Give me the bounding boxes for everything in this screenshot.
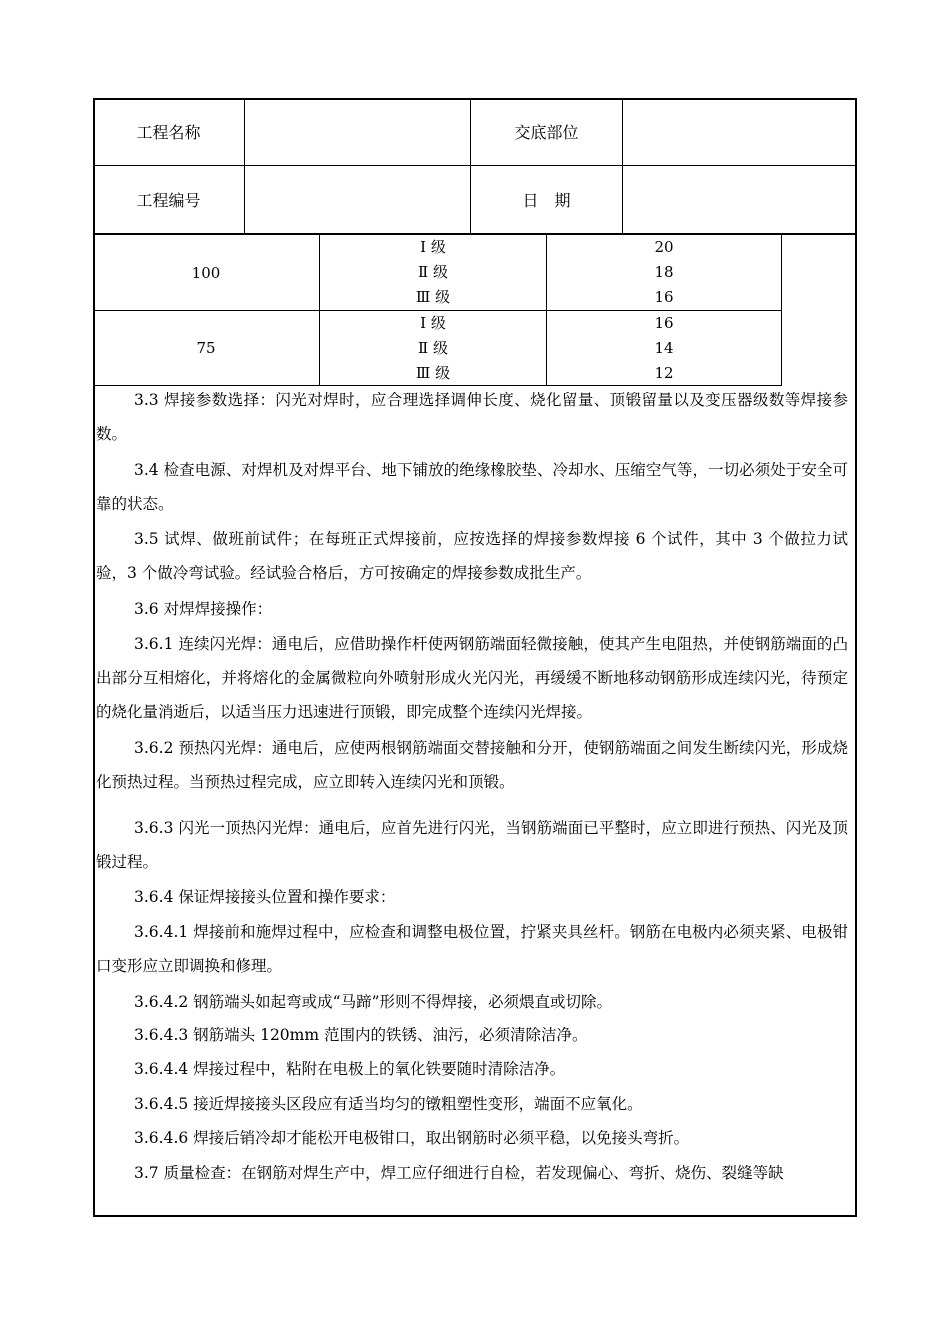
paragraph-3-6-4-2: 3.6.4.2 钢筋端头如起弯或成“马蹄”形则不得焊接，必须煨直或切除。 [134,993,613,1011]
paragraph-3-6-3: 3.6.3 闪光一顶热闪光焊：通电后，应首先进行闪光，当钢筋端面已平整时，应立即进行预热、闪光及顶锻过程。 [96,819,848,871]
grade-size-cell: 100 [191,263,221,282]
paragraph-3-6: 3.6 对焊焊接操作： [134,600,273,618]
grade-size-cell: 75 [196,339,216,357]
grade-label: Ⅲ 级 [415,288,451,306]
grade-label: Ⅰ 级 [420,238,446,256]
project-no-label: 工程编号 [136,191,201,210]
paragraph-3-7: 3.7 质量检查：在钢筋对焊生产中，焊工应仔细进行自检，若发现偏心、弯折、烧伤、裂缝等缺 [134,1164,784,1182]
grade-label: Ⅲ 级 [415,364,451,382]
date-label: 日 期 [522,191,571,210]
section-field[interactable] [623,98,857,165]
grade-label: Ⅱ 级 [418,263,448,281]
project-no-field[interactable] [245,166,470,233]
project-name-field[interactable] [245,98,470,165]
paragraph-3-6-4-1: 3.6.4.1 焊接前和施焊过程中，应检查和调整电极位置，拧紧夹具丝杆。钢筋在电极内必须夹紧、电极钳口变形应立即调换和修理。 [96,923,848,975]
project-name-label: 工程名称 [136,123,201,142]
paragraph-3-3: 3.3 焊接参数选择：闪光对焊时，应合理选择调伸长度、烧化留量、顶锻留量以及变压器级数等焊接参数。 [96,391,848,443]
grade-value: 18 [654,263,674,281]
paragraph-3-6-2: 3.6.2 预热闪光焊：通电后，应使两根钢筋端面交替接触和分开，使钢筋端面之间发生断续闪光，形成烧化预热过程。当预热过程完成，应立即转入连续闪光和顶锻。 [96,739,848,791]
grade-label: Ⅱ 级 [418,339,448,357]
paragraph-3-6-4-6: 3.6.4.6 焊接后销冷却才能松开电极钳口，取出钢筋时必须平稳，以免接头弯折。 [134,1129,690,1147]
paragraph-3-5: 3.5 试焊、做班前试件；在每班正式焊接前，应按选择的焊接参数焊接 6 个试件，其中 3 个做拉力试验，3 个做冷弯试验。经试验合格后，方可按确定的焊接参数成批生产。 [96,530,848,582]
paragraph-3-6-4-3: 3.6.4.3 钢筋端头 120mm 范围内的铁锈、油污，必须清除洁净。 [134,1026,588,1044]
paragraph-3-6-4: 3.6.4 保证焊接接头位置和操作要求： [134,888,396,906]
paragraph-3-6-4-4: 3.6.4.4 焊接过程中，粘附在电极上的氧化铁要随时清除洁净。 [134,1060,566,1078]
grade-value: 12 [654,364,674,382]
grade-label: Ⅰ 级 [420,314,446,332]
paragraph-3-4: 3.4 检查电源、对焊机及对焊平台、地下铺放的绝缘橡胶垫、冷却水、压缩空气等，一切必须处于安全可靠的状态。 [96,461,848,513]
paragraph-3-6-4-5: 3.6.4.5 接近焊接接头区段应有适当均匀的镦粗塑性变形，端面不应氧化。 [134,1095,643,1113]
grade-value: 20 [654,238,674,256]
grade-value: 16 [654,288,674,306]
date-field[interactable] [623,166,857,233]
grade-value: 14 [654,339,674,357]
section-label: 交底部位 [514,123,579,142]
grade-value: 16 [654,314,674,332]
paragraph-3-6-1: 3.6.1 连续闪光焊：通电后，应借助操作杆使两钢筋端面轻微接触，使其产生电阻热，并使钢筋端面的凸出部分互相熔化，并将熔化的金属微粒向外喷射形成火光闪光，再缓缓不断地移动钢筋形成连续闪光，待预定的烧化量消逝后，以适当压力迅速进行顶锻，即完成整个连续闪光焊接。 [96,635,848,721]
